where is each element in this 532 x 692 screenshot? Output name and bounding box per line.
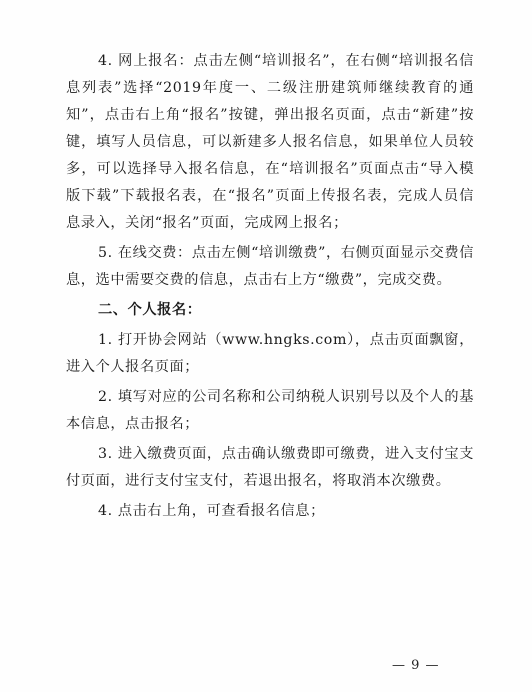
personal-step-4: 4. 点击右上角，可查看报名信息； xyxy=(98,503,325,519)
personal-step-2: 2. 填写对应的公司名称和公司纳税人识别号以及个人的基本信息，点击报名； xyxy=(66,389,474,432)
section-heading-personal-registration: 二、个人报名： xyxy=(98,302,202,318)
personal-step-3: 3. 进入缴费页面，点击确认缴费即可缴费，进入支付宝支付页面，进行支付宝支付，若退出报名，将取消本次缴费。 xyxy=(66,446,474,489)
document-body xyxy=(66,48,474,525)
personal-step-1: 1. 打开协会网站（www.hngks.com），点击页面飘窗，进入个人报名页面； xyxy=(66,332,474,375)
paragraph-online-payment: 5. 在线交费：点击左侧“培训缴费”，右侧页面显示交费信息，选中需要交费的信息，点击右上方“缴费”，完成交费。 xyxy=(66,245,474,288)
paragraph-online-registration: 4. 网上报名：点击左侧“培训报名”，在右侧“培训报名信息列表”选择“2019年度一、二级注册建筑师继续教育的通知”，点击右上角“报名”按键，弹出报名页面，点击“新建”按键，填写人员信息，可以新建多人报名信息，如果单位人员较多，可以选择导入报名信息，在“培训报名”页面点击“导入模版下载”下载报名表，在“报名”页面上传报名表，完成人员信息录入，关闭“报名”页面，完成网上报名； xyxy=(66,53,474,231)
page-number: — 9 — xyxy=(392,658,440,673)
